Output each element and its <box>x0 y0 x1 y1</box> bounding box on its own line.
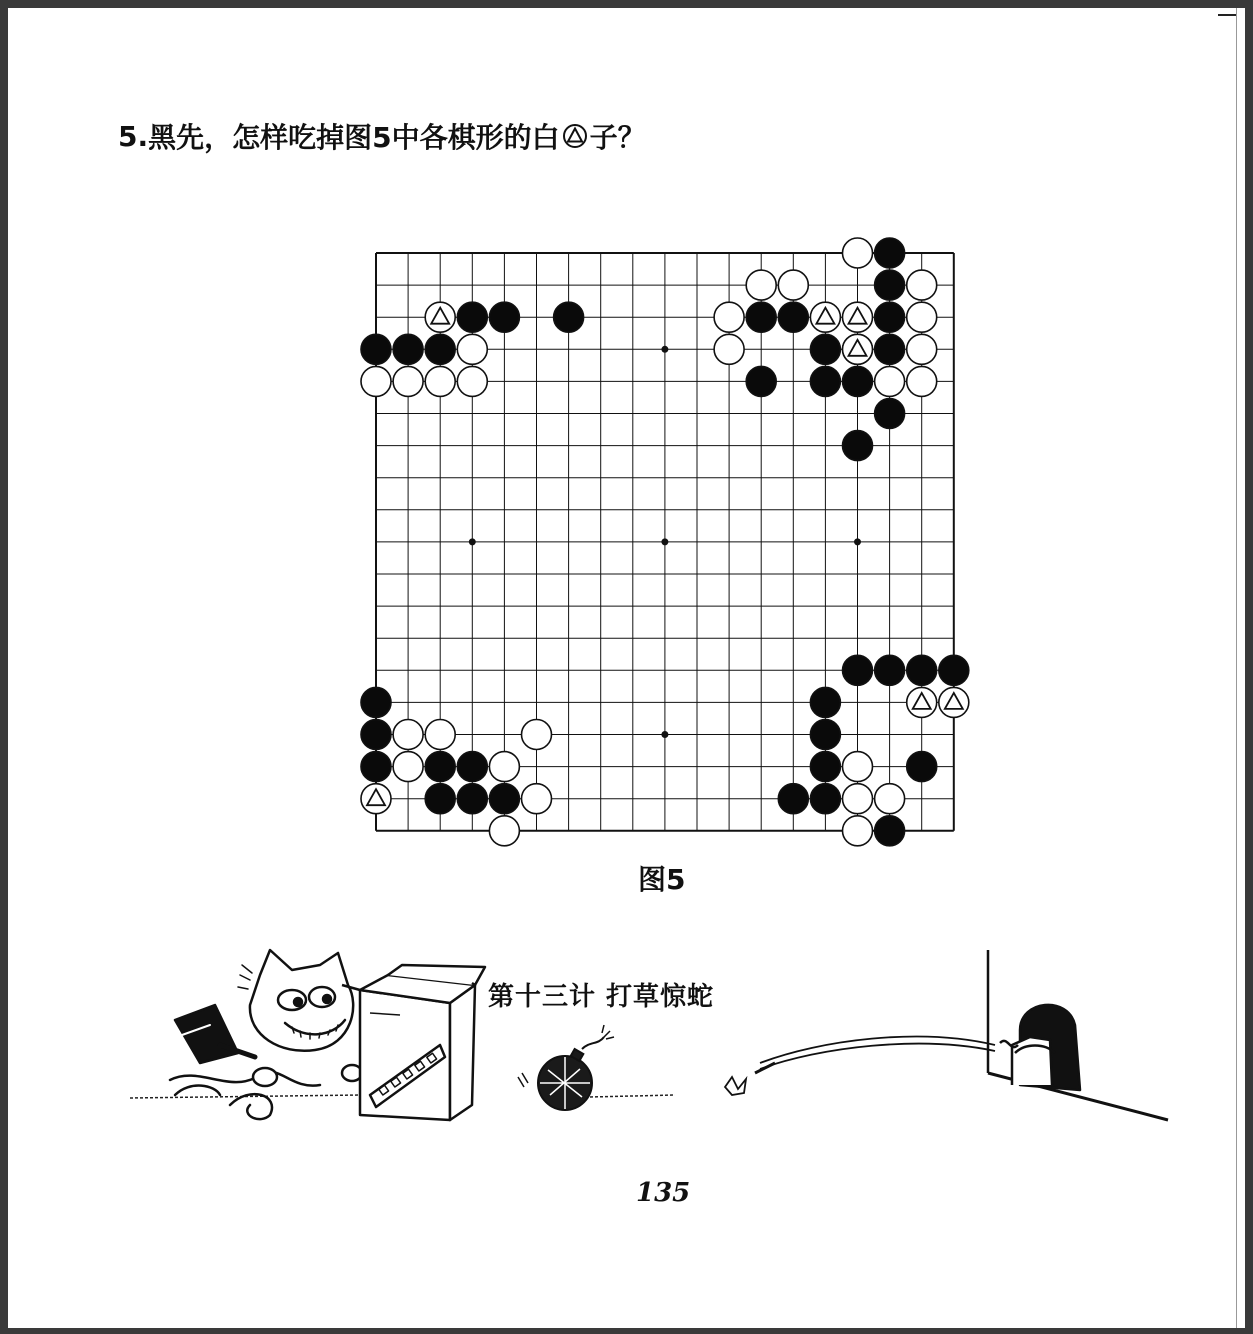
white-stone <box>714 302 744 332</box>
black-stone <box>810 752 840 782</box>
white-stone <box>522 784 552 814</box>
spark-icon <box>725 1037 995 1095</box>
white-stone <box>875 366 905 396</box>
black-stone <box>875 302 905 332</box>
viewer-frame-right <box>1245 0 1253 1334</box>
problem-text-after: 子？ <box>589 121 646 154</box>
white-stone <box>714 334 744 364</box>
star-point <box>469 538 476 545</box>
black-stone <box>457 752 487 782</box>
white-stone <box>393 366 423 396</box>
strategy-illustration <box>120 945 1180 1145</box>
black-stone <box>810 687 840 717</box>
page-edge <box>1236 8 1237 1328</box>
black-stone <box>843 366 873 396</box>
viewer-frame-bottom <box>0 1328 1253 1334</box>
black-stone <box>554 302 584 332</box>
cardboard-box-icon <box>342 965 485 1120</box>
black-stone <box>361 720 391 750</box>
black-stone <box>393 334 423 364</box>
black-stone <box>875 399 905 429</box>
black-stone <box>425 784 455 814</box>
black-stone <box>843 431 873 461</box>
white-stone <box>489 816 519 846</box>
white-stone <box>907 270 937 300</box>
black-stone <box>875 238 905 268</box>
white-stone <box>746 270 776 300</box>
black-stone <box>489 302 519 332</box>
viewer-frame-left <box>0 0 8 1334</box>
problem-text-before: 黑先，怎样吃掉图5中各棋形的白 <box>148 121 560 154</box>
white-stone <box>843 752 873 782</box>
black-stone <box>361 687 391 717</box>
white-stone <box>875 784 905 814</box>
bomb-icon <box>518 1025 614 1110</box>
black-stone <box>875 816 905 846</box>
black-stone <box>361 752 391 782</box>
white-stone <box>457 366 487 396</box>
white-stone <box>843 784 873 814</box>
triangle-in-circle-icon <box>562 123 588 149</box>
white-stone <box>843 238 873 268</box>
cat-with-cleaver-icon <box>170 950 362 1119</box>
black-stone <box>457 784 487 814</box>
white-stone <box>778 270 808 300</box>
page-number: 135 <box>636 1178 691 1208</box>
black-stone <box>843 655 873 685</box>
problem-statement <box>118 116 646 156</box>
mouse-hole-icon <box>988 950 1168 1120</box>
black-stone <box>875 334 905 364</box>
white-stone <box>907 302 937 332</box>
star-point <box>661 538 668 545</box>
white-stone <box>393 752 423 782</box>
black-stone <box>489 784 519 814</box>
black-stone <box>746 366 776 396</box>
problem-number: 5. <box>118 119 149 153</box>
black-stone <box>746 302 776 332</box>
white-stone <box>393 720 423 750</box>
black-stone <box>778 302 808 332</box>
star-point <box>661 346 668 353</box>
black-stone <box>778 784 808 814</box>
white-stone <box>425 366 455 396</box>
viewer-frame-top <box>0 0 1253 8</box>
black-stone <box>810 720 840 750</box>
white-stone <box>522 720 552 750</box>
black-stone <box>457 302 487 332</box>
black-stone <box>939 655 969 685</box>
black-stone <box>907 752 937 782</box>
black-stone <box>875 655 905 685</box>
black-stone <box>810 366 840 396</box>
black-stone <box>425 752 455 782</box>
page-corner <box>1218 14 1236 16</box>
white-stone <box>907 334 937 364</box>
black-stone <box>361 334 391 364</box>
white-stone <box>489 752 519 782</box>
black-stone <box>810 334 840 364</box>
black-stone <box>810 784 840 814</box>
go-board <box>350 228 980 848</box>
black-stone <box>907 655 937 685</box>
black-stone <box>875 270 905 300</box>
white-stone <box>843 816 873 846</box>
white-stone <box>361 366 391 396</box>
white-stone <box>907 366 937 396</box>
black-stone <box>425 334 455 364</box>
white-stone <box>457 334 487 364</box>
white-stone <box>425 720 455 750</box>
strategy-title: 第十三计 打草惊蛇 <box>488 982 715 1012</box>
star-point <box>661 731 668 738</box>
star-point <box>854 538 861 545</box>
figure-caption: 图5 <box>638 863 686 896</box>
